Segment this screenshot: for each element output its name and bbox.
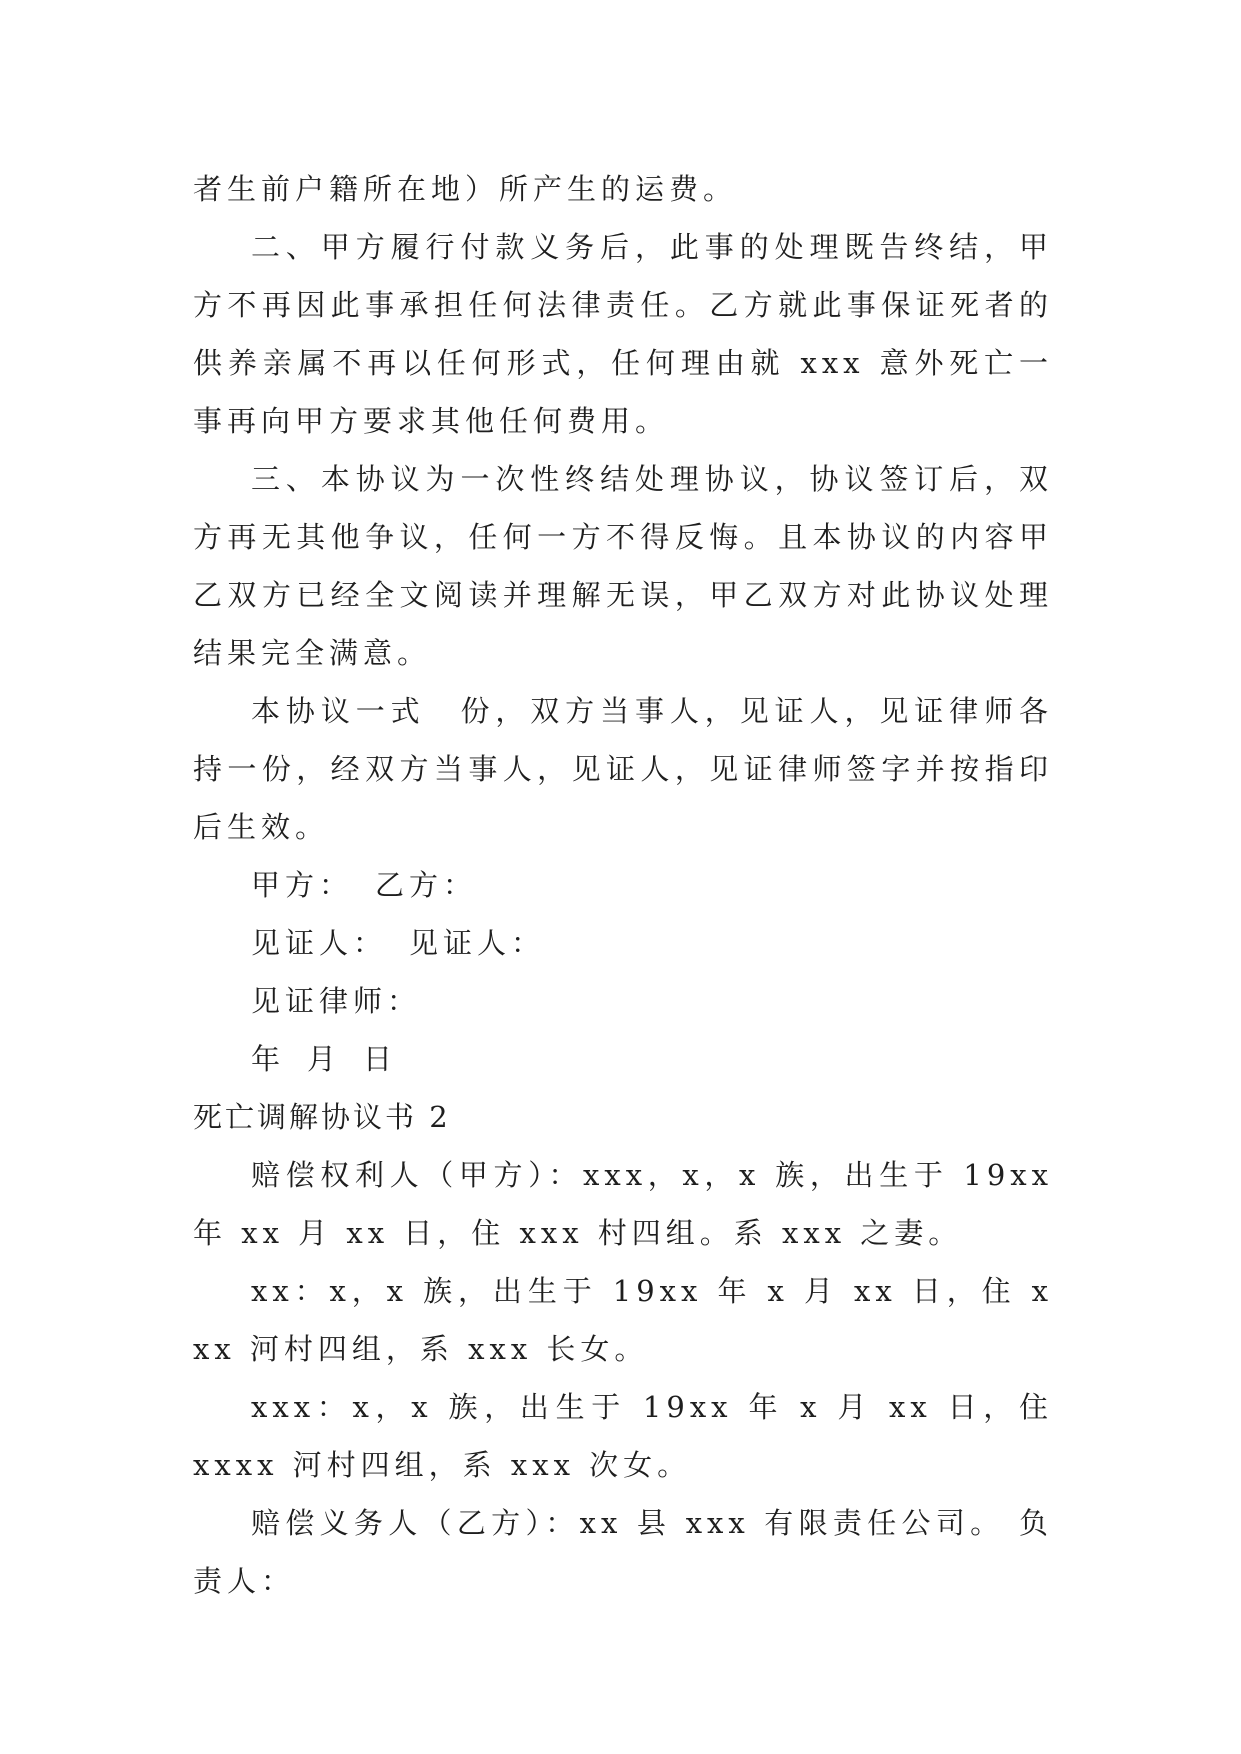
document-body [193, 160, 1053, 1610]
date-month: 月 [307, 1042, 342, 1076]
witness-1-label: 见证人： [251, 926, 388, 960]
paragraph-claimant-a: 赔偿权利人（甲方）：xxx，x，x 族，出生于 19xx 年 xx 月 xx 日，住 xxx 村四组。系 xxx 之妻。 [193, 1158, 1053, 1250]
section-title: 死亡调解协议书 2 [193, 1100, 451, 1134]
paragraph-obligor-b: 赔偿义务人（乙方）：xx 县 xxx 有限责任公司。 负责人： [193, 1506, 1053, 1598]
witness-2-label: 见证人： [409, 926, 546, 960]
signature-date [193, 1030, 1053, 1088]
paragraph-claimant-daughter-2: xxx：x，x 族，出生于 19xx 年 x 月 xx 日，住 xxxx 河村四组，系 xxx 次女。 [193, 1390, 1053, 1482]
party-a-label: 甲方： [251, 868, 354, 902]
paragraph-continuation: 者生前户籍所在地）所产生的运费。 [193, 172, 738, 206]
paragraph-copies: 本协议一式 份，双方当事人，见证人，见证律师各持一份，经双方当事人，见证人，见证律师签字并按指印后生效。 [193, 694, 1053, 844]
lawyer-label: 见证律师： [251, 984, 422, 1018]
paragraph-claimant-daughter-1: xx：x，x 族，出生于 19xx 年 x 月 xx 日，住 xxx 河村四组，系 xxx 长女。 [193, 1274, 1053, 1366]
paragraph-clause-3: 三、本协议为一次性终结处理协议，协议签订后，双方再无其他争议，任何一方不得反悔。且本协议的内容甲乙双方已经全文阅读并理解无误，甲乙双方对此协议处理结果完全满意。 [193, 462, 1053, 670]
signature-witnesses [193, 914, 1053, 972]
party-b-label: 乙方： [375, 868, 478, 902]
date-day: 日 [363, 1042, 398, 1076]
paragraph-clause-2: 二、甲方履行付款义务后，此事的处理既告终结，甲方不再因此事承担任何法律责任。乙方就此事保证死者的供养亲属不再以任何形式，任何理由就 xxx 意外死亡一事再向甲方要求其他任何费用。 [193, 230, 1053, 438]
signature-parties [193, 856, 1053, 914]
date-year: 年 [251, 1042, 286, 1076]
signature-lawyer [193, 972, 1053, 1030]
